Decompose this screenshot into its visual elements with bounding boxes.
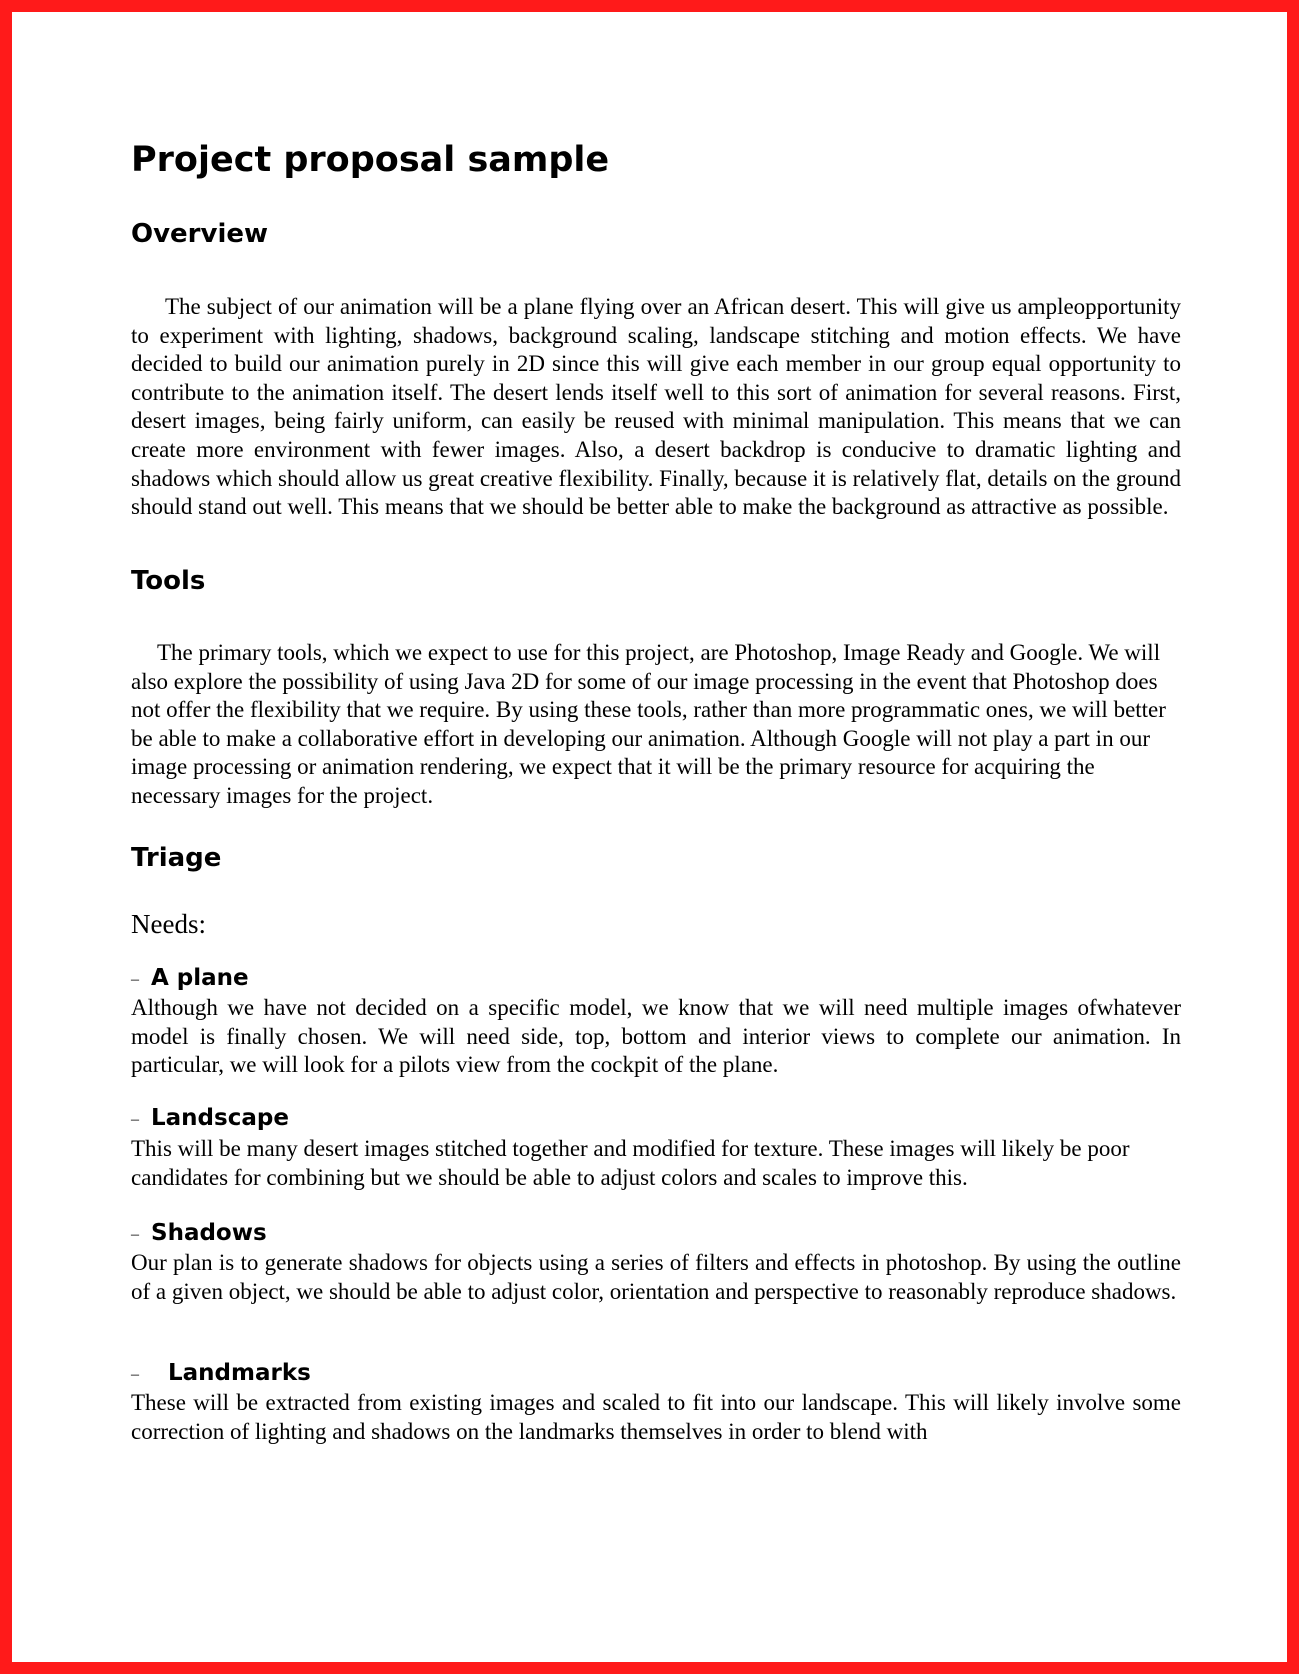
- item-heading-landmarks: [131, 1359, 311, 1389]
- item-title-shadows: Shadows: [151, 1220, 267, 1246]
- dash-bullet: –: [131, 1111, 139, 1128]
- item-body-shadows: Our plan is to generate shadows for objects using a series of filters and effects in photoshop. By using the outline of a given object, we should be able to adjust color, orientation and perspective to reasonably reproduce shadows.: [131, 1250, 1181, 1304]
- dash-bullet: –: [131, 1366, 139, 1383]
- item-body-plane: Although we have not decided on a specific model, we know that we will need multiple images ofwhatever model is finally chosen. We will need side, top, bottom and interior views to complete our animation. In particular, we will look for a pilots view from the cockpit of the plane.: [131, 995, 1181, 1078]
- item-body-landscape: This will be many desert images stitched together and modified for texture. These images will likely be poor candidates for combining but we should be able to adjust colors and scales to improve this.: [131, 1136, 1130, 1190]
- needs-label: Needs:: [131, 909, 206, 939]
- tools-heading: Tools: [131, 566, 206, 596]
- tools-paragraph: The primary tools, which we expect to use for this project, are Photoshop, Image Ready and Google. We will also explore the possibility of using Java 2D for some of our image processing in the event that Photoshop does not offer the flexibility that we require. By using these tools, rather than more programmatic ones, we will better be able to make a collaborative effort in developing our animation. Although Google will not play a part in our image processing or animation rendering, we expect that it will be the primary resource for acquiring the necessary images for the project.: [131, 640, 1166, 808]
- item-heading-shadows: [131, 1219, 267, 1249]
- item-title-landscape: Landscape: [151, 1105, 289, 1131]
- item-title-landmarks: Landmarks: [168, 1360, 311, 1386]
- overview-heading: Overview: [131, 219, 269, 249]
- item-heading-landscape: [131, 1104, 289, 1134]
- item-title-plane: A plane: [151, 965, 249, 991]
- document-title: Project proposal sample: [131, 140, 610, 180]
- item-body-landmarks: These will be extracted from existing images and scaled to fit into our landscape. This will likely involve some correction of lighting and shadows on the landmarks themselves in order to blend with: [131, 1390, 1181, 1444]
- triage-heading: Triage: [131, 843, 222, 873]
- item-heading-plane: [131, 964, 249, 994]
- overview-paragraph: The subject of our animation will be a plane flying over an African desert. This will give us ampleopportunity to experiment with lighting, shadows, background scaling, landscape stitching and motion effects. We have decided to build our animation purely in 2D since this will give each member in our group equal opportunity to contribute to the animation itself. The desert lends itself well to this sort of animation for several reasons. First, desert images, being fairly uniform, can easily be reused with minimal manipulation. This means that we can create more environment with fewer images. Also, a desert backdrop is conducive to dramatic lighting and shadows which should allow us great creative flexibility. Finally, because it is relatively flat, details on the ground should stand out well. This means that we should be better able to make the background as attractive as possible.: [131, 294, 1181, 520]
- dash-bullet: –: [131, 1226, 139, 1243]
- dash-bullet: –: [131, 971, 139, 988]
